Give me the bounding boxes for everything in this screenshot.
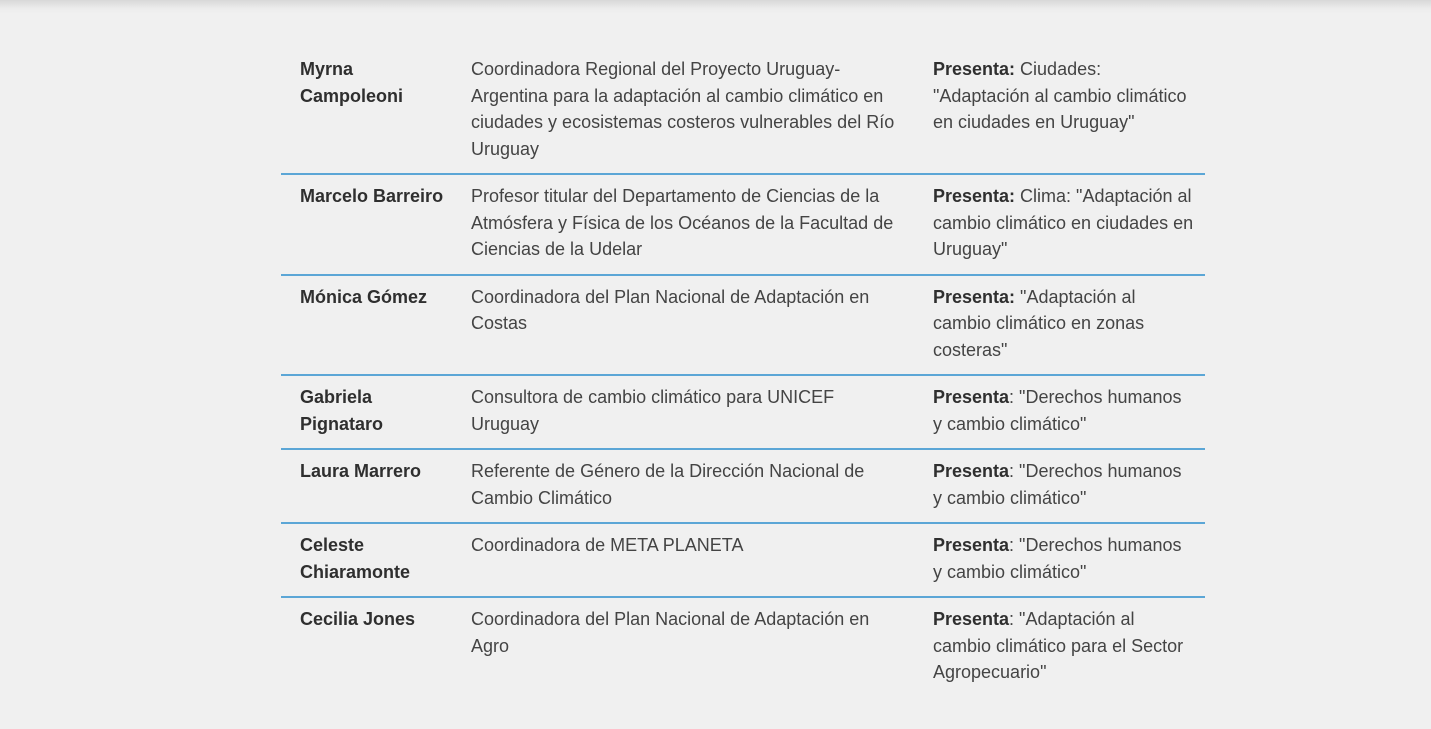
speaker-name: Celeste Chiaramonte — [300, 535, 411, 582]
speaker-topic — [903, 183, 1195, 263]
speaker-topic — [903, 606, 1195, 686]
presenta-label: Presenta — [933, 461, 1010, 481]
topic-text: : "Derechos humanos y cambio climático" — [933, 535, 1182, 582]
speaker-name: Myrna Campoleoni — [300, 59, 404, 106]
speaker-role: Referente de Género de la Dirección Nacional de Cambio Climático — [471, 461, 865, 508]
speaker-topic — [903, 384, 1195, 437]
speaker-role: Coordinadora del Plan Nacional de Adaptación en Agro — [471, 609, 870, 656]
presenta-label: Presenta — [933, 535, 1010, 555]
speaker-name: Marcelo Barreiro — [300, 186, 444, 206]
header-shadow — [0, 0, 1431, 14]
topic-text: : "Adaptación al cambio climático para el Sector Agropecuario" — [933, 609, 1184, 682]
speaker-topic — [903, 458, 1195, 511]
table-row — [281, 376, 1205, 450]
presenta-label: Presenta — [933, 387, 1010, 407]
speaker-role: Coordinadora del Plan Nacional de Adaptación en Costas — [471, 286, 870, 333]
speaker-topic — [903, 56, 1195, 162]
topic-text: "Adaptación al cambio climático en zonas costeras" — [933, 286, 1145, 360]
speaker-role: Profesor titular del Departamento de Ciencias de la Atmósfera y Física de los Océanos de la Facultad de Ciencias de la Udelar — [471, 186, 894, 259]
topic-text: Clima: "Adaptación al cambio climático en ciudades en Uruguay" — [933, 186, 1194, 259]
speaker-role: Consultora de cambio climático para UNICEF Uruguay — [471, 387, 835, 434]
table-row — [281, 276, 1205, 377]
speaker-name: Laura Marrero — [300, 461, 422, 481]
speaker-name: Cecilia Jones — [300, 609, 416, 629]
table-row — [281, 524, 1205, 598]
topic-text: : "Derechos humanos y cambio climático" — [933, 461, 1182, 508]
presenta-label: Presenta: — [933, 186, 1016, 206]
topic-text: Ciudades: "Adaptación al cambio climático en ciudades en Uruguay" — [933, 59, 1187, 132]
presenta-label: Presenta: — [933, 59, 1016, 79]
speaker-role: Coordinadora de META PLANETA — [471, 535, 744, 555]
table-row — [281, 598, 1205, 697]
topic-text: : "Derechos humanos y cambio climático" — [933, 387, 1182, 434]
presenta-label: Presenta — [933, 609, 1010, 629]
table-row — [281, 48, 1205, 175]
speakers-table — [281, 48, 1205, 697]
speaker-role: Coordinadora Regional del Proyecto Uruguay-Argentina para la adaptación al cambio climático en ciudades y ecosistemas costeros vulnerables del Río Uruguay — [471, 59, 895, 159]
table-row — [281, 450, 1205, 524]
table-row — [281, 175, 1205, 276]
speaker-name: Mónica Gómez — [300, 286, 428, 307]
speaker-name: Gabriela Pignataro — [300, 387, 384, 434]
speaker-topic — [903, 532, 1195, 585]
speaker-topic — [903, 284, 1195, 364]
presenta-label: Presenta: — [933, 286, 1016, 307]
